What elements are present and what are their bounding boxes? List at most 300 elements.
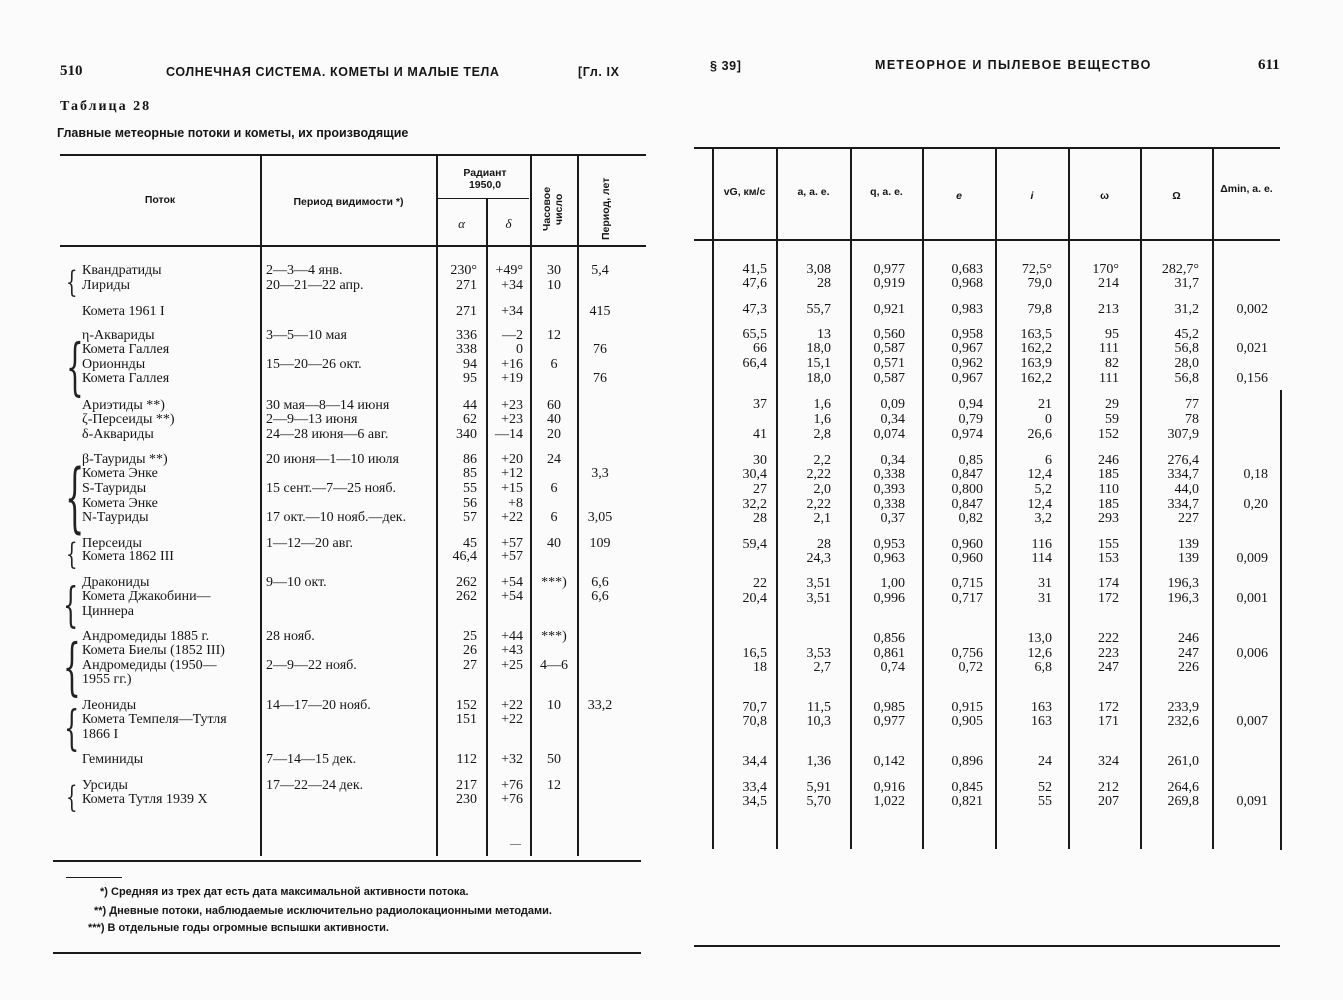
visibility-period: 20 июня—1—10 июля	[266, 452, 399, 467]
radiant-delta: +54	[501, 575, 523, 590]
radiant-delta: 0	[516, 342, 523, 357]
stream-name: Комета Энке	[82, 466, 158, 481]
footnote-3: ***) В отдельные годы огромные вспышки активности.	[88, 922, 389, 934]
header-stream: Поток	[144, 194, 176, 206]
min-distance: 0,021	[1236, 341, 1268, 356]
min-distance: 0,007	[1236, 714, 1268, 729]
radiant-delta: +23	[501, 398, 523, 413]
perihelion-argument: 174	[1098, 576, 1119, 591]
perihelion-distance: 0,587	[873, 341, 905, 356]
min-distance: 0,091	[1236, 794, 1268, 809]
perihelion-distance: 0,338	[873, 467, 905, 482]
brace-group-4: {	[66, 537, 78, 572]
hourly-rate: 10	[547, 698, 561, 713]
ascending-node: 45,2	[1174, 327, 1199, 342]
ascending-node: 78	[1185, 412, 1199, 427]
stray-dash: —	[510, 838, 521, 850]
perihelion-distance: 0,393	[873, 482, 905, 497]
eccentricity: 0,967	[951, 371, 983, 386]
radiant-delta: +8	[508, 496, 523, 511]
footnote-2: **) Дневные потоки, наблюдаемые исключительно радиолокационными методами.	[94, 905, 552, 917]
perihelion-argument: 207	[1098, 794, 1119, 809]
radiant-delta: —2	[502, 328, 523, 343]
ascending-node: 261,0	[1167, 754, 1199, 769]
hourly-rate: 20	[547, 427, 561, 442]
hourly-rate: ***)	[541, 629, 567, 644]
inclination: 163	[1031, 700, 1052, 715]
stream-name: Комета Джакобини—	[82, 589, 211, 604]
left-footnote-rule	[53, 860, 641, 862]
eccentricity: 0,715	[951, 576, 983, 591]
semimajor-axis: 2,0	[813, 482, 831, 497]
perihelion-argument: 185	[1098, 467, 1119, 482]
ascending-node: 196,3	[1167, 591, 1199, 606]
eccentricity: 0,845	[951, 780, 983, 795]
visibility-period: 2—3—4 янв.	[266, 263, 343, 278]
perihelion-argument: 172	[1098, 591, 1119, 606]
radiant-alpha: 271	[456, 304, 477, 319]
radiant-alpha: 55	[463, 481, 477, 496]
period-years: 33,2	[587, 698, 613, 713]
perihelion-argument: 95	[1105, 327, 1119, 342]
perihelion-distance: 0,571	[873, 356, 905, 371]
visibility-period: 24—28 июня—6 авг.	[266, 427, 389, 442]
inclination: 0	[1045, 412, 1052, 427]
stream-name: Лириды	[82, 278, 131, 293]
min-distance: 0,001	[1236, 591, 1268, 606]
inclination: 12,6	[1027, 646, 1052, 661]
inclination: 6	[1045, 453, 1052, 468]
eccentricity: 0,717	[951, 591, 983, 606]
inclination: 162,2	[1020, 341, 1052, 356]
table-caption: Главные метеорные потоки и кометы, их производящие	[57, 126, 409, 140]
period-years: 6,6	[591, 575, 609, 590]
ascending-node: 226	[1178, 660, 1199, 675]
perihelion-argument: 171	[1098, 714, 1119, 729]
geocentric-velocity: 33,4	[742, 780, 767, 795]
perihelion-distance: 0,985	[873, 700, 905, 715]
geocentric-velocity: 34,5	[742, 794, 767, 809]
perihelion-distance: 0,856	[873, 631, 905, 646]
geocentric-velocity: 27	[753, 482, 767, 497]
right-running-title: МЕТЕОРНОЕ И ПЫЛЕВОЕ ВЕЩЕСТВО	[875, 58, 1152, 72]
semimajor-axis: 55,7	[806, 302, 831, 317]
radiant-alpha: 45	[463, 536, 477, 551]
stream-name: Комета Биелы (1852 III)	[82, 643, 225, 658]
radiant-alpha: 86	[463, 452, 477, 467]
semimajor-axis: 1,6	[813, 412, 831, 427]
perihelion-distance: 1,00	[880, 576, 905, 591]
geocentric-velocity: 22	[753, 576, 767, 591]
footnote-1: *) Средняя из трех дат есть дата максимальной активности потока.	[100, 886, 469, 898]
perihelion-distance: 0,919	[873, 276, 905, 291]
perihelion-distance: 0,142	[873, 754, 905, 769]
radiant-alpha: 262	[456, 575, 477, 590]
radiant-delta: +76	[501, 778, 523, 793]
perihelion-argument: 185	[1098, 497, 1119, 512]
header-i: i	[1030, 190, 1034, 202]
inclination: 31	[1038, 576, 1052, 591]
brace-group-3: {	[65, 452, 85, 541]
radiant-alpha: 262	[456, 589, 477, 604]
perihelion-distance: 0,34	[880, 453, 905, 468]
header-node: Ω	[1172, 190, 1181, 202]
radiant-alpha: 112	[456, 752, 477, 767]
radiant-subheader-rule	[437, 198, 529, 199]
perihelion-distance: 0,560	[873, 327, 905, 342]
period-years: 76	[593, 342, 607, 357]
col-divider-4	[530, 156, 532, 856]
eccentricity: 0,960	[951, 551, 983, 566]
brace-group-1: {	[66, 265, 78, 300]
brace-group-8: {	[66, 780, 78, 815]
geocentric-velocity: 32,2	[742, 497, 767, 512]
semimajor-axis: 18,0	[806, 371, 831, 386]
radiant-alpha: 338	[456, 342, 477, 357]
radiant-alpha: 152	[456, 698, 477, 713]
stream-name: Комета Галлея	[82, 371, 170, 386]
perihelion-distance: 0,977	[873, 262, 905, 277]
perihelion-distance: 0,963	[873, 551, 905, 566]
ascending-node: 31,2	[1174, 302, 1199, 317]
perihelion-argument: 111	[1099, 341, 1119, 356]
inclination: 13,0	[1027, 631, 1052, 646]
hourly-rate: 12	[547, 778, 561, 793]
stream-name: β-Тауриды **)	[82, 452, 168, 467]
perihelion-distance: 0,34	[880, 412, 905, 427]
visibility-period: 14—17—20 нояб.	[266, 698, 371, 713]
radiant-alpha: 230°	[450, 263, 477, 278]
eccentricity: 0,915	[951, 700, 983, 715]
geocentric-velocity: 47,3	[742, 302, 767, 317]
ascending-node: 227	[1178, 511, 1199, 526]
hourly-rate: 40	[547, 412, 561, 427]
radiant-delta: +57	[501, 536, 523, 551]
perihelion-argument: 246	[1098, 453, 1119, 468]
min-distance: 0,009	[1236, 551, 1268, 566]
radiant-alpha: 95	[463, 371, 477, 386]
geocentric-velocity: 66,4	[742, 356, 767, 371]
period-years: 109	[589, 536, 611, 551]
stream-name: Комета Энке	[82, 496, 158, 511]
perihelion-distance: 0,861	[873, 646, 905, 661]
semimajor-axis: 11,5	[807, 700, 831, 715]
semimajor-axis: 2,1	[813, 511, 831, 526]
eccentricity: 0,960	[951, 537, 983, 552]
ascending-node: 56,8	[1174, 341, 1199, 356]
brace-group-2: {	[66, 330, 84, 403]
stream-name: Комета Темпеля—Тутля	[82, 712, 227, 727]
semimajor-axis: 5,70	[806, 794, 831, 809]
left-running-title: СОЛНЕЧНАЯ СИСТЕМА. КОМЕТЫ И МАЛЫЕ ТЕЛА	[166, 65, 500, 79]
ascending-node: 264,6	[1167, 780, 1199, 795]
semimajor-axis: 3,08	[806, 262, 831, 277]
semimajor-axis: 24,3	[806, 551, 831, 566]
table-label: Таблица 28	[60, 99, 152, 114]
radiant-alpha: 57	[463, 510, 477, 525]
semimajor-axis: 13	[817, 327, 831, 342]
perihelion-argument: 247	[1098, 660, 1119, 675]
inclination: 5,2	[1034, 482, 1052, 497]
perihelion-argument: 29	[1105, 397, 1119, 412]
inclination: 79,8	[1027, 302, 1052, 317]
semimajor-axis: 2,2	[813, 453, 831, 468]
perihelion-distance: 0,977	[873, 714, 905, 729]
hourly-rate: 4—6	[540, 658, 568, 673]
semimajor-axis: 5,91	[806, 780, 831, 795]
radiant-delta: +76	[501, 792, 523, 807]
perihelion-argument: 324	[1098, 754, 1119, 769]
geocentric-velocity: 20,4	[742, 591, 767, 606]
period-years: 3,3	[591, 466, 609, 481]
radiant-alpha: 56	[463, 496, 477, 511]
eccentricity: 0,85	[958, 453, 983, 468]
geocentric-velocity: 70,8	[742, 714, 767, 729]
visibility-period: 1—12—20 авг.	[266, 536, 353, 551]
stream-name: Дракониды	[82, 575, 150, 590]
eccentricity: 0,800	[951, 482, 983, 497]
eccentricity: 0,821	[951, 794, 983, 809]
radiant-delta: +43	[501, 643, 523, 658]
header-visibility: Период видимости *)	[293, 196, 404, 208]
eccentricity: 0,847	[951, 467, 983, 482]
perihelion-argument: 293	[1098, 511, 1119, 526]
stream-name: Комета 1961 I	[82, 304, 165, 319]
perihelion-distance: 0,953	[873, 537, 905, 552]
visibility-period: 28 нояб.	[266, 629, 315, 644]
stream-name: Персеиды	[82, 536, 142, 551]
inclination: 79,0	[1027, 276, 1052, 291]
left-bottom-rule	[53, 952, 641, 954]
semimajor-axis: 10,3	[806, 714, 831, 729]
inclination: 163,9	[1020, 356, 1052, 371]
visibility-period: 2—9—13 июня	[266, 412, 358, 427]
eccentricity: 0,82	[958, 511, 983, 526]
footnote-short-rule	[66, 877, 122, 878]
radiant-delta: +57	[501, 549, 523, 564]
visibility-period: 30 мая—8—14 июня	[266, 398, 390, 413]
semimajor-axis: 1,36	[806, 754, 831, 769]
perihelion-distance: 0,996	[873, 591, 905, 606]
inclination: 72,5°	[1021, 262, 1052, 277]
min-distance: 0,20	[1243, 497, 1268, 512]
header-dmin: Δmin, а. е.	[1220, 183, 1273, 195]
header-radiant: Радиант 1950,0	[463, 167, 507, 191]
hourly-rate: 40	[547, 536, 561, 551]
perihelion-argument: 214	[1098, 276, 1119, 291]
inclination: 21	[1038, 397, 1052, 412]
stream-name: Ариэтиды **)	[82, 398, 165, 413]
radiant-delta: +22	[501, 698, 523, 713]
hourly-rate: 30	[547, 263, 561, 278]
ascending-node: 334,7	[1167, 497, 1199, 512]
semimajor-axis: 28	[817, 537, 831, 552]
ascending-node: 246	[1178, 631, 1199, 646]
radiant-alpha: 94	[463, 357, 477, 372]
radiant-alpha: 230	[456, 792, 477, 807]
ascending-node: 139	[1178, 551, 1199, 566]
perihelion-argument: 223	[1098, 646, 1119, 661]
visibility-period: 9—10 окт.	[266, 575, 327, 590]
perihelion-distance: 0,09	[880, 397, 905, 412]
period-years: 76	[593, 371, 607, 386]
perihelion-argument: 82	[1105, 356, 1119, 371]
hourly-rate: 12	[547, 328, 561, 343]
eccentricity: 0,962	[951, 356, 983, 371]
perihelion-argument: 152	[1098, 427, 1119, 442]
visibility-period: 7—14—15 дек.	[266, 752, 357, 767]
hourly-rate: 6	[550, 357, 558, 372]
period-years: 5,4	[591, 263, 609, 278]
stream-name: Комета 1862 III	[82, 549, 174, 564]
perihelion-argument: 153	[1098, 551, 1119, 566]
stream-name: N-Тауриды	[82, 510, 149, 525]
period-years: 415	[589, 304, 611, 319]
section-ref: § 39]	[710, 59, 742, 73]
stream-name: Андромедиды 1885 г.	[82, 629, 210, 644]
inclination: 24	[1038, 754, 1052, 769]
eccentricity: 0,79	[958, 412, 983, 427]
visibility-period: 15—20—26 окт.	[266, 357, 362, 372]
geocentric-velocity: 34,4	[742, 754, 767, 769]
radiant-delta: +54	[501, 589, 523, 604]
radiant-delta: +20	[501, 452, 523, 467]
inclination: 163	[1031, 714, 1052, 729]
radiant-delta: +25	[501, 658, 523, 673]
semimajor-axis: 2,22	[806, 467, 831, 482]
stream-name: δ-Аквариды	[82, 427, 154, 442]
radiant-alpha: 340	[456, 427, 477, 442]
visibility-period: 17—22—24 дек.	[266, 778, 364, 793]
inclination: 26,6	[1027, 427, 1052, 442]
inclination: 12,4	[1027, 467, 1052, 482]
inclination: 55	[1038, 794, 1052, 809]
inclination: 3,2	[1034, 511, 1052, 526]
geocentric-velocity: 41,5	[742, 262, 767, 277]
eccentricity: 0,756	[951, 646, 983, 661]
brace-group-6: {	[63, 630, 81, 703]
stream-name: 1955 гг.)	[82, 672, 132, 687]
geocentric-velocity: 18	[753, 660, 767, 675]
geocentric-velocity: 30,4	[742, 467, 767, 482]
inclination: 116	[1031, 537, 1052, 552]
min-distance: 0,156	[1236, 371, 1268, 386]
header-alpha: α	[458, 216, 465, 231]
radiant-alpha: 85	[463, 466, 477, 481]
left-table-top-rule	[60, 154, 646, 156]
geocentric-velocity: 65,5	[742, 327, 767, 342]
ascending-node: 334,7	[1167, 467, 1199, 482]
rcol-divider-8	[1280, 390, 1282, 850]
header-vg: vG, км/с	[723, 186, 766, 198]
radiant-delta: +32	[501, 752, 523, 767]
ascending-node: 28,0	[1174, 356, 1199, 371]
stream-name: Андромедиды (1950—	[82, 658, 217, 673]
stream-name: Комета Галлея	[82, 342, 170, 357]
left-header-bottom-rule	[60, 245, 646, 247]
perihelion-distance: 1,022	[873, 794, 905, 809]
stream-name: η-Аквариды	[82, 328, 155, 343]
radiant-delta: —14	[495, 427, 523, 442]
ascending-node: 196,3	[1167, 576, 1199, 591]
radiant-alpha: 26	[463, 643, 477, 658]
semimajor-axis: 3,51	[806, 576, 831, 591]
hourly-rate: 10	[547, 278, 561, 293]
right-page-number: 611	[1258, 57, 1280, 73]
brace-group-5: {	[63, 577, 79, 633]
geocentric-velocity: 30	[753, 453, 767, 468]
semimajor-axis: 18,0	[806, 341, 831, 356]
hourly-rate: ***)	[541, 575, 567, 590]
geocentric-velocity: 66	[753, 341, 767, 356]
semimajor-axis: 15,1	[806, 356, 831, 371]
header-delta: δ	[505, 216, 512, 231]
perihelion-distance: 0,074	[873, 427, 905, 442]
eccentricity: 0,967	[951, 341, 983, 356]
geocentric-velocity: 70,7	[742, 700, 767, 715]
ascending-node: 233,9	[1167, 700, 1199, 715]
geocentric-velocity: 47,6	[742, 276, 767, 291]
inclination: 114	[1031, 551, 1052, 566]
right-table-top-rule	[694, 147, 1280, 149]
radiant-alpha: 25	[463, 629, 477, 644]
ascending-node: 232,6	[1167, 714, 1199, 729]
radiant-delta: +12	[501, 466, 523, 481]
geocentric-velocity: 37	[753, 397, 767, 412]
perihelion-argument: 213	[1098, 302, 1119, 317]
period-years: 3,05	[587, 510, 613, 525]
ascending-node: 269,8	[1167, 794, 1199, 809]
inclination: 31	[1038, 591, 1052, 606]
geocentric-velocity: 41	[753, 427, 767, 442]
eccentricity: 0,72	[958, 660, 983, 675]
header-hourly: Часовое число	[541, 186, 565, 232]
inclination: 12,4	[1027, 497, 1052, 512]
eccentricity: 0,974	[951, 427, 983, 442]
radiant-alpha: 62	[463, 412, 477, 427]
eccentricity: 0,847	[951, 497, 983, 512]
perihelion-argument: 59	[1105, 412, 1119, 427]
radiant-alpha: 151	[456, 712, 477, 727]
stream-name: Циннера	[82, 604, 135, 619]
geocentric-velocity: 16,5	[742, 646, 767, 661]
eccentricity: 0,905	[951, 714, 983, 729]
eccentricity: 0,968	[951, 276, 983, 291]
perihelion-distance: 0,74	[880, 660, 905, 675]
right-header-bottom-rule	[694, 239, 1280, 241]
right-bottom-rule	[694, 945, 1280, 947]
radiant-delta: +23	[501, 412, 523, 427]
semimajor-axis: 2,22	[806, 497, 831, 512]
hourly-rate: 50	[547, 752, 561, 767]
period-years: 6,6	[591, 589, 609, 604]
stream-name: Геминиды	[82, 752, 144, 767]
radiant-delta: +34	[501, 278, 523, 293]
inclination: 6,8	[1034, 660, 1052, 675]
min-distance: 0,18	[1243, 467, 1268, 482]
perihelion-distance: 0,587	[873, 371, 905, 386]
radiant-alpha: 44	[463, 398, 477, 413]
hourly-rate: 60	[547, 398, 561, 413]
stream-name: S-Тауриды	[82, 481, 147, 496]
hourly-rate: 6	[550, 510, 558, 525]
semimajor-axis: 1,6	[813, 397, 831, 412]
radiant-delta: +15	[501, 481, 523, 496]
semimajor-axis: 3,53	[806, 646, 831, 661]
radiant-alpha: 336	[456, 328, 477, 343]
visibility-period: 2—9—22 нояб.	[266, 658, 357, 673]
perihelion-argument: 111	[1099, 371, 1119, 386]
